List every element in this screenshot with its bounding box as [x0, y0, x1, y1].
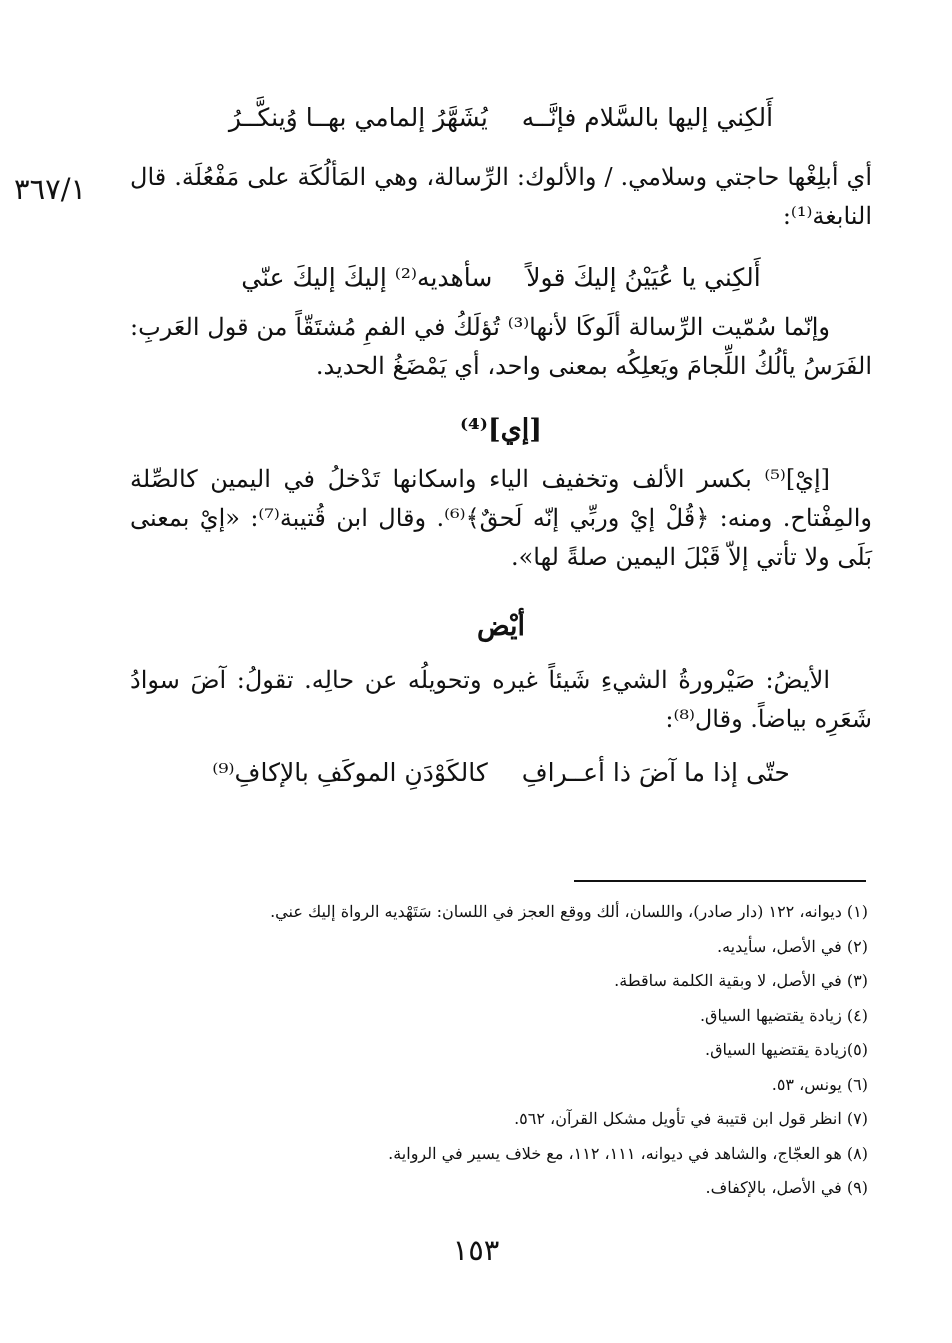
page-number: ١٥٣	[452, 1233, 500, 1267]
paragraph-ei: [إيْ]⁽⁵⁾ بكسر الألف وتخفيف الياء واسكانها تَدْخلُ في اليمين كالصِّلة والمِفْتاح. ومنه: ﴿قُلْ إيْ وربِّي إنّه لَحقٌ﴾⁽⁶⁾. وقال ابن قُتيبة⁽⁷⁾: «إيْ بمعنى بَلَى ولا تأتي إلاّ قَبْلَ اليمين صلةً لها».	[130, 465, 872, 571]
verse-line-2	[130, 256, 872, 308]
footnote-5: (٥)زيادة يقتضيها السياق.	[705, 1040, 868, 1059]
verse-3-second-hemistich: كالكَوْدَنِ الموكَفِ بالإكافِ⁽⁹⁾	[212, 758, 488, 787]
margin-reference: ٣٦٧/١	[14, 172, 87, 206]
footnote-3: (٣) في الأصل، لا وبقية الكلمة ساقطة.	[614, 971, 868, 990]
verse-1-first-hemistich: أَلكِني إليها بالسَّلام فإنَّــه	[521, 103, 774, 132]
verse-2-second-hemistich: سأهديه⁽²⁾ إليكَ إليكَ عنّي	[241, 263, 493, 292]
footnote-9: (٩) في الأصل، بالإكفاف.	[705, 1178, 868, 1197]
entry-heading-ayd: أيْض	[476, 611, 526, 642]
footnote-1: (١) ديوانه، ١٢٢ (دار صادر)، واللسان، ألك ووقع العجز في اللسان: سَتَهْديه الرواة إليك عني.	[270, 902, 868, 921]
footnote-separator	[574, 880, 866, 882]
footnote-8: (٨) هو العجّاج، والشاهد في ديوانه، ١١١، ١١٢، مع خلاف يسير في الرواية.	[388, 1143, 868, 1163]
verse-2-first-hemistich: أَلكِني يا عُيَيْنُ إليكَ قولاً	[526, 263, 761, 292]
paragraph-risala: وإنّما سُمّيت الرِّسالة ألَوكَا لأنها⁽³⁾ تُؤلَكُ في الفمِ مُشتَقّاً من قول العَربِ: الفَرَسُ يألُكُ اللِّجامَ ويَعلِكُه بمعنى واحد، أي يَمْضَغُ الحديد.	[130, 313, 872, 380]
footnote-4: (٤) زيادة يقتضيها السياق.	[699, 1005, 868, 1025]
footnote-7: (٧) انظر قول ابن قتيبة في تأويل مشكل القرآن، ٥٦٢.	[514, 1109, 868, 1128]
footnotes	[200, 895, 868, 1206]
paragraph-ayd: الأيضُ: صَيْرورةُ الشيءِ شَيئاً غيره وتحويلُه عن حالِه. تقولُ: آضَ سوادُ شَعَرِه بياضاً. وقال⁽⁸⁾:	[130, 666, 872, 733]
paragraph-alook: أي أبلِغْها حاجتي وسلامي. / والألوك: الرِّسالة، وهي المَألُكَة على مَفْعُلَة. قال النابغة⁽¹⁾:	[130, 163, 872, 230]
main-text-column	[130, 96, 872, 795]
footnote-6: (٦) يونس، ٥٣.	[771, 1074, 868, 1094]
entry-heading-ei: [إي]⁽⁴⁾	[459, 414, 543, 445]
verse-line-3	[130, 751, 872, 795]
footnote-2: (٢) في الأصل، سأيديه.	[716, 936, 868, 956]
verse-1-second-hemistich: يُشَهَّرُ إلمامي بهــا وُينكَّــرُ	[228, 103, 488, 132]
verse-line-1	[130, 96, 872, 158]
verse-3-first-hemistich: حتّى إذا ما آضَ ذا أعــرافِ	[521, 758, 790, 787]
